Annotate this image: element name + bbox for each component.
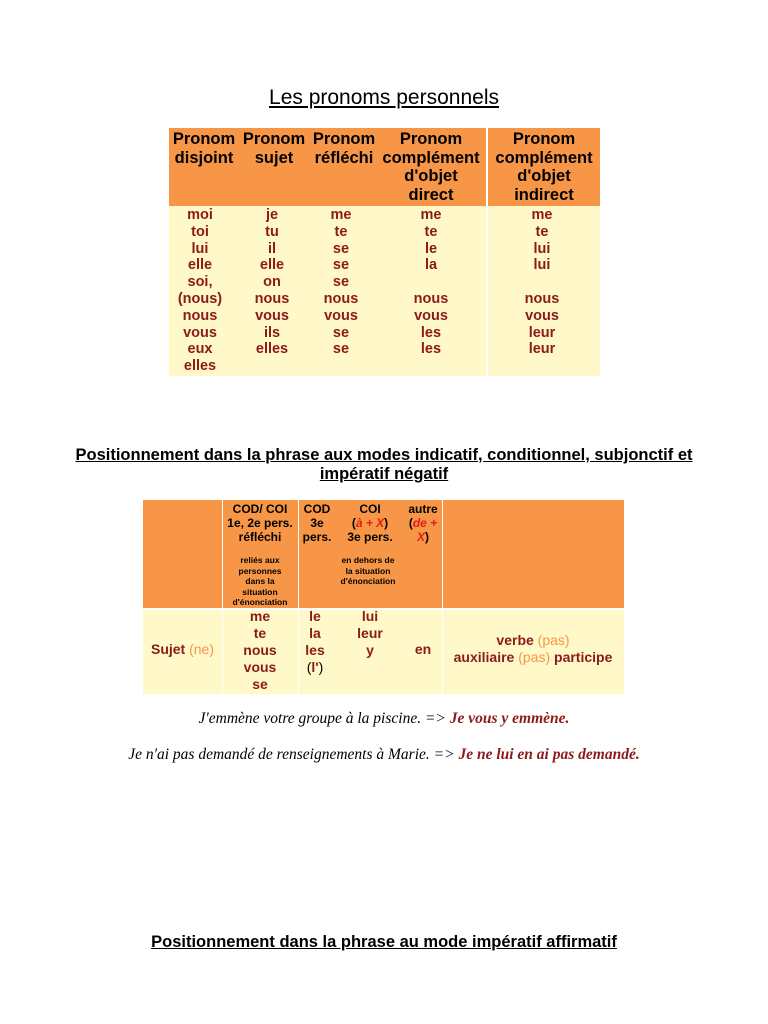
cell: (nous) (177, 290, 223, 307)
cell: nous (323, 290, 359, 307)
cell: te (253, 625, 267, 641)
cell: nous (243, 642, 277, 658)
cell: se (332, 257, 350, 274)
column-cod (401, 207, 461, 358)
header-line (337, 516, 403, 530)
cell: la (309, 625, 321, 641)
cell: vous (414, 307, 448, 324)
header-disjoint (169, 128, 239, 167)
header-line: COD (303, 502, 331, 516)
example-1 (0, 710, 768, 728)
ne: (ne) (189, 641, 215, 657)
a-plus-x: à + X (355, 516, 385, 530)
pas: (pas) (518, 649, 551, 665)
cell: la (424, 257, 438, 274)
cell: elles (183, 358, 217, 375)
example-answer: Je vous y emmène. (449, 710, 570, 727)
header-cod-coi (222, 502, 298, 544)
cell: vous (183, 324, 217, 341)
page-title: Les pronoms personnels (269, 86, 499, 109)
cell-sujet (143, 641, 222, 658)
l-apostrophe: l' (311, 659, 319, 675)
header-coi (337, 502, 403, 544)
header-line: réfléchi (238, 530, 282, 544)
header-line: disjoint (174, 148, 234, 167)
paren: ) (384, 516, 389, 530)
note-line: situation (242, 586, 278, 597)
header-line: direct (408, 185, 454, 204)
note-line: en dehors de (341, 555, 395, 565)
section-heading-imperatif: Positionnement dans la phrase au mode impératif affirmatif (151, 933, 617, 951)
cell: toi (191, 223, 209, 240)
note-line: la situation (345, 565, 391, 576)
cell: nous (254, 290, 290, 307)
header-sujet (239, 128, 309, 167)
note-line: personnes (238, 565, 282, 576)
note-line: dans la (245, 576, 275, 586)
header-line: 1e, 2e pers. (227, 516, 293, 530)
header-line: indirect (514, 185, 574, 204)
column-sujet (241, 207, 303, 358)
pas: (pas) (537, 632, 570, 648)
header-line: complément (495, 148, 593, 167)
cell: soi, (187, 274, 213, 291)
cell: vous (525, 307, 559, 324)
header-line: Pronom (399, 130, 463, 148)
cell: me (531, 207, 553, 223)
cell: elles (255, 341, 289, 358)
header-line: d'objet (404, 167, 458, 185)
auxiliaire: auxiliaire (453, 649, 515, 665)
header-line: autre (408, 502, 438, 516)
column-reflechi (310, 207, 372, 358)
cell: me (249, 608, 271, 624)
cell-line (442, 632, 624, 649)
cell: il (267, 240, 277, 257)
header-coi (488, 128, 600, 204)
cell: nous (524, 290, 560, 307)
header-coi-note (328, 555, 408, 587)
cell: vous (243, 659, 277, 675)
cell: vous (255, 307, 289, 324)
empty-cell (401, 274, 461, 291)
cell: me (330, 207, 352, 223)
cell: les (305, 642, 325, 658)
column-disjoint (169, 207, 231, 375)
header-line: COI (359, 502, 381, 516)
note-line: reliés aux (240, 555, 280, 565)
cell: te (334, 223, 348, 240)
sujet: Sujet (150, 641, 186, 657)
cell: le (424, 240, 438, 257)
cell: leur (528, 324, 556, 341)
header-line: Pronom (242, 130, 306, 148)
cell: y (366, 642, 374, 658)
paren: ( (306, 659, 312, 675)
cell: leur (357, 625, 383, 641)
cell: ils (263, 324, 281, 341)
cell: se (332, 324, 350, 341)
header-line: Pronom (512, 130, 576, 148)
header-cod (375, 128, 487, 204)
position-table (143, 500, 624, 694)
cell: vous (324, 307, 358, 324)
header-line: d'objet (517, 167, 571, 185)
pronouns-table (169, 128, 600, 376)
header-cod-coi-note (222, 555, 298, 608)
header-line: réfléchi (314, 148, 374, 167)
paren: ( (351, 516, 356, 530)
header-line: COD/ COI (232, 502, 288, 516)
column-coi (512, 207, 572, 358)
example-answer: Je ne lui en ai pas demandé. (458, 746, 640, 763)
de-plus: de + (412, 516, 438, 530)
cell: lui (191, 240, 209, 257)
header-line: pers. (302, 530, 332, 544)
cell: tu (265, 223, 279, 240)
cell: se (332, 274, 350, 291)
cell: lui (533, 257, 551, 274)
cell: je (265, 207, 279, 223)
cell: les (420, 341, 442, 358)
cell: elle (187, 257, 213, 274)
header-cod-3e (298, 502, 336, 544)
header-line: 3e (310, 516, 324, 530)
cell: nous (182, 307, 218, 324)
participe: participe (554, 649, 613, 665)
paren: ) (318, 659, 324, 675)
cell: se (332, 240, 350, 257)
cell: te (424, 223, 438, 240)
cell-verbe (442, 632, 624, 666)
cell-reflexive-pronouns (222, 608, 298, 693)
cell-cod-3e (298, 608, 332, 676)
header-line (403, 516, 443, 530)
x: X (416, 530, 425, 544)
note-line: d'énonciation (340, 576, 396, 586)
paren: ( (408, 516, 413, 530)
cell: se (252, 676, 268, 692)
cell: les (420, 324, 442, 341)
header-line: Pronom (172, 130, 236, 148)
header-line: complément (382, 148, 480, 167)
cell: le (309, 608, 321, 624)
section-heading-indicatif: Positionnement dans la phrase aux modes indicatif, conditionnel, subjonctif et impératif négatif (75, 446, 693, 483)
header-line: sujet (254, 148, 294, 167)
cell-en: en (414, 641, 432, 657)
note-line: d'énonciation (232, 597, 288, 607)
cell: te (535, 223, 549, 240)
cell (298, 659, 332, 676)
header-line: Pronom (312, 130, 376, 148)
verbe: verbe (496, 632, 534, 648)
example-sentence: Je n'ai pas demandé de renseignements à Marie. => (128, 746, 455, 763)
cell-coi (346, 608, 394, 659)
cell-line (442, 649, 624, 666)
paren: ) (425, 530, 429, 544)
example-2 (0, 746, 768, 764)
cell: leur (528, 341, 556, 358)
header-autre (403, 502, 443, 544)
cell: eux (187, 341, 213, 358)
cell: lui (361, 608, 379, 624)
empty-cell (512, 274, 572, 291)
cell: me (420, 207, 442, 223)
cell: elle (259, 257, 285, 274)
cell: nous (413, 290, 449, 307)
example-sentence: J'emmène votre groupe à la piscine. => (198, 710, 446, 727)
header-reflechi (309, 128, 379, 167)
cell: lui (533, 240, 551, 257)
header-line: 3e pers. (347, 530, 393, 544)
cell: moi (187, 207, 213, 223)
header-line (403, 530, 443, 544)
cell: se (332, 341, 350, 358)
cell: on (263, 274, 281, 291)
